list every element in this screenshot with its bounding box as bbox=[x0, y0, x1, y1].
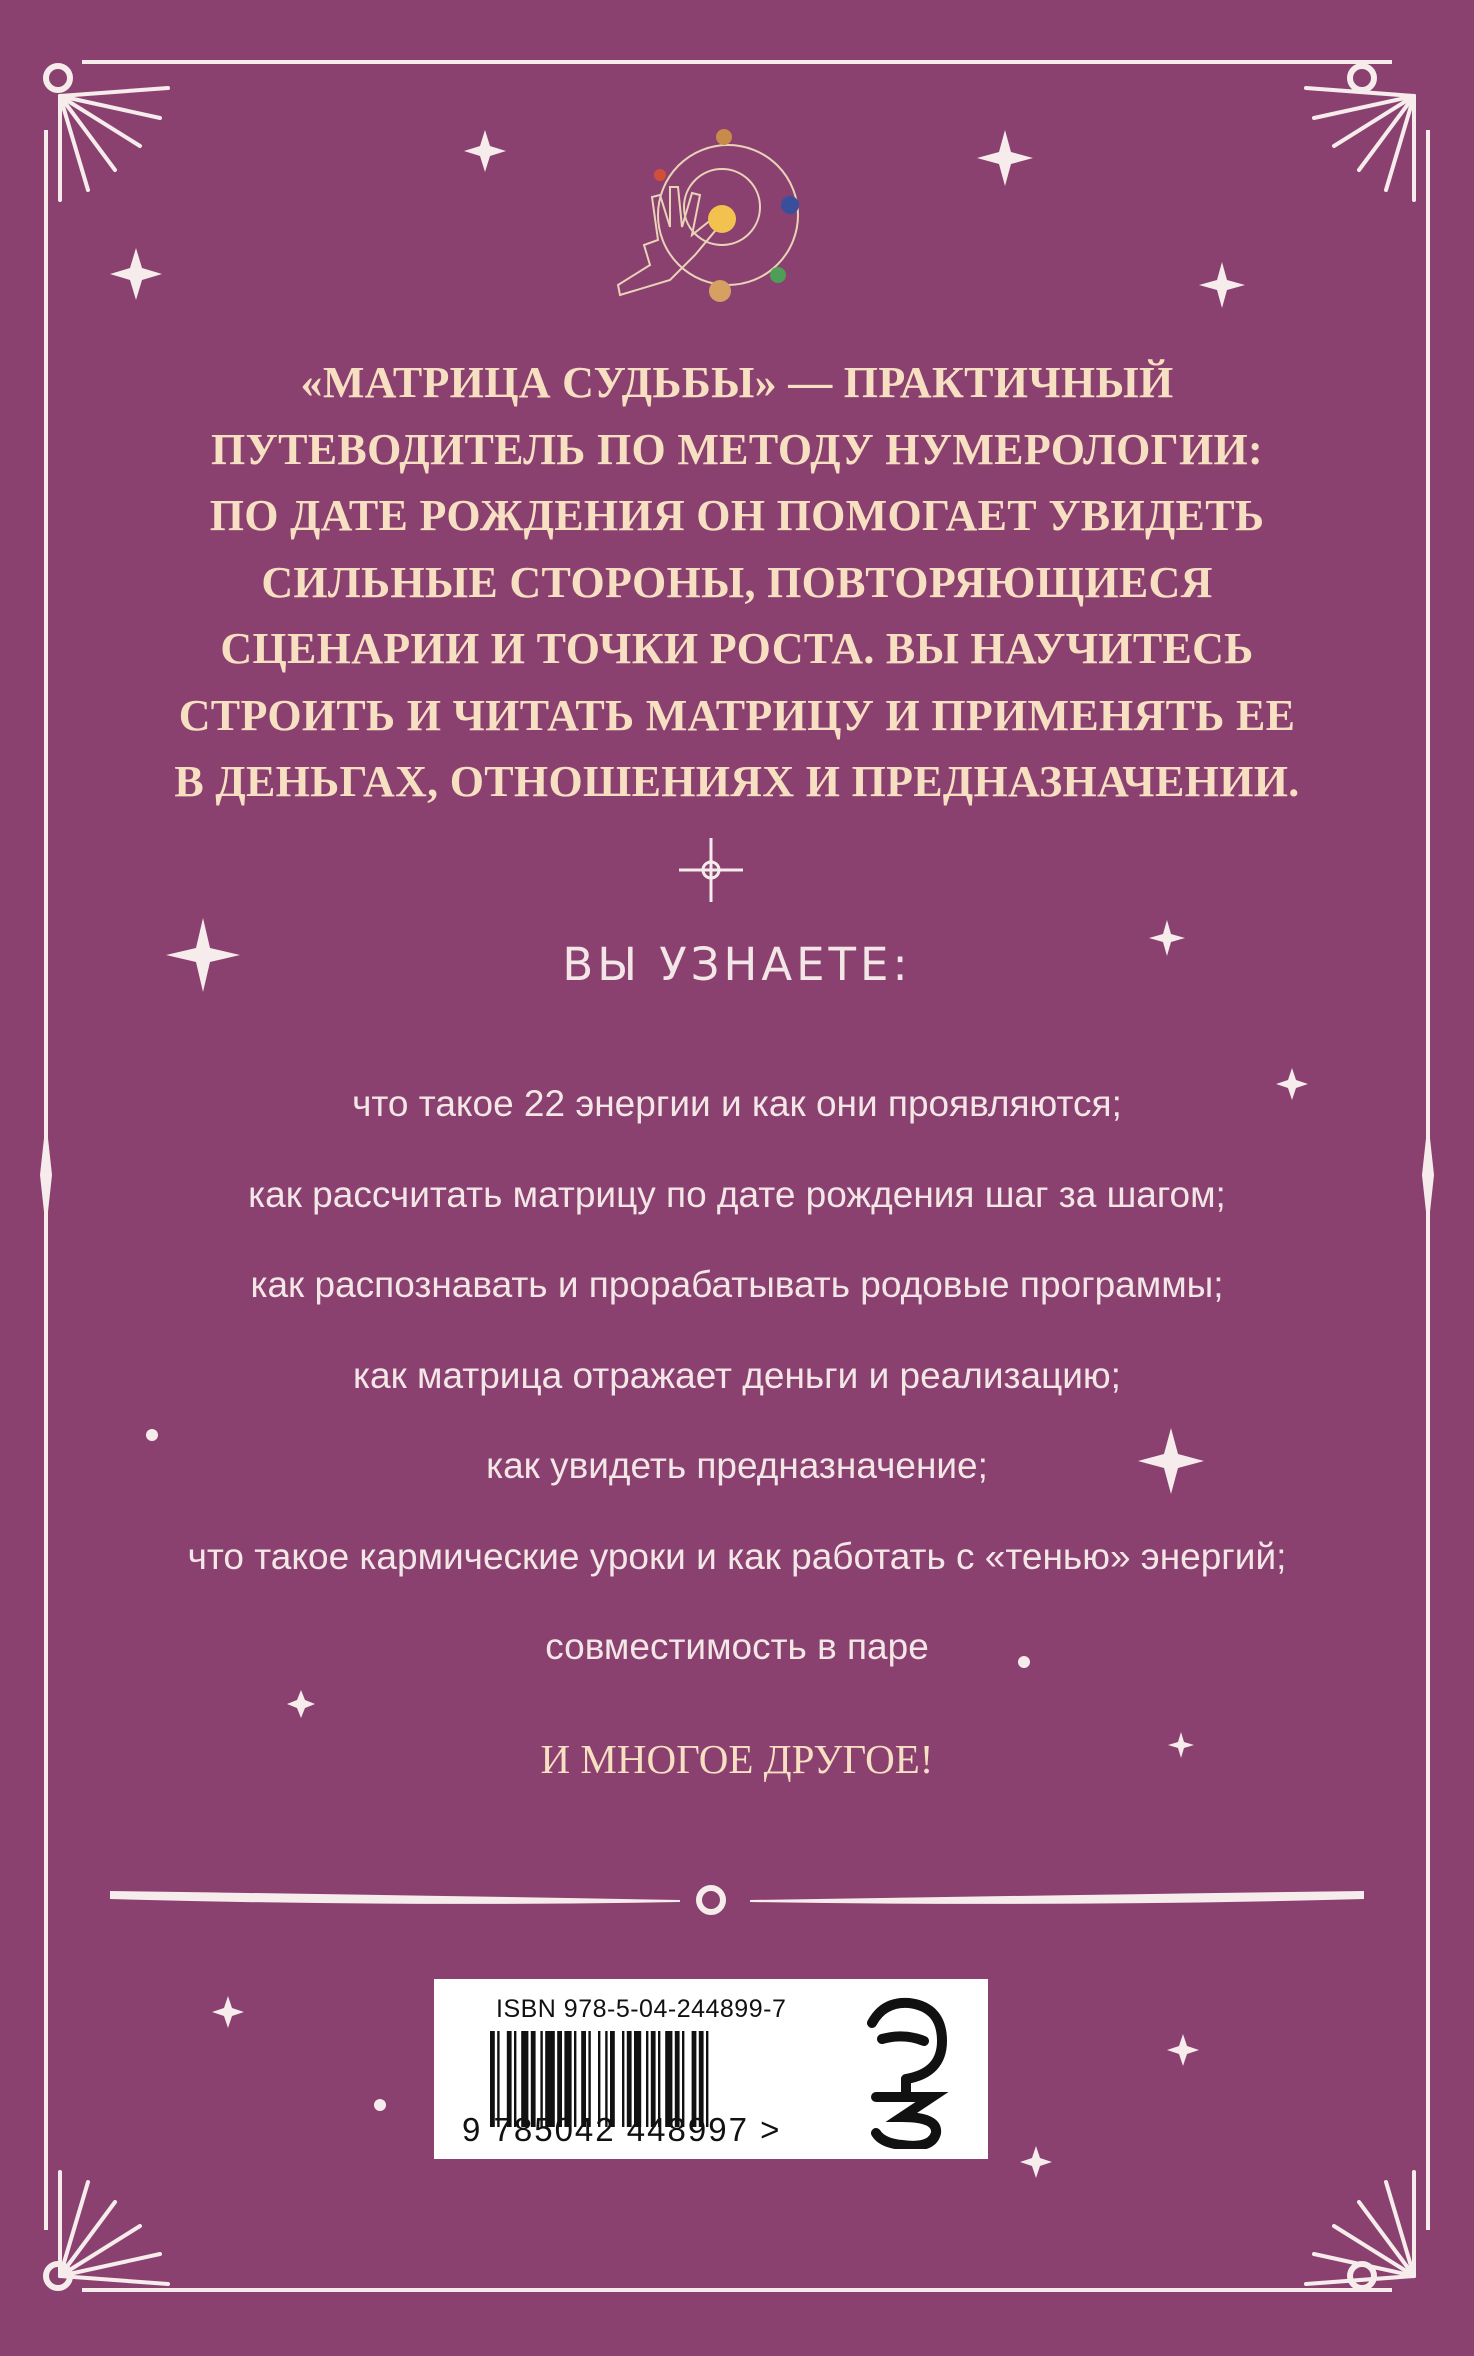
and-more-text: И МНОГОЕ ДРУГОЕ! bbox=[540, 1736, 934, 1782]
list-item: как матрица отражает деньги и реализацию; bbox=[353, 1354, 1121, 1396]
isbn-label: ISBN 978-5-04-244899-7 bbox=[496, 1995, 787, 2023]
list-item: что такое кармические уроки и как работать с «тенью» энергий; bbox=[187, 1535, 1287, 1577]
sparkle-star-icon bbox=[1020, 2146, 1052, 2178]
learn-list bbox=[80, 1078, 1394, 1712]
intro-line: ПО ДАТЕ РОЖДЕНИЯ ОН ПОМОГАЕТ УВИДЕТЬ bbox=[209, 491, 1265, 540]
learn-heading: ВЫ УЗНАЕТЕ: bbox=[562, 938, 912, 991]
sparkle-star-icon bbox=[1199, 262, 1245, 308]
intro-line: «МАТРИЦА СУДЬБЫ» — ПРАКТИЧНЫЙ bbox=[300, 358, 1174, 407]
intro-paragraph bbox=[110, 350, 1364, 816]
barcode-digits: 9 785042 448997 > bbox=[462, 2111, 782, 2148]
sparkle-star-icon bbox=[110, 248, 162, 300]
barcode-panel bbox=[434, 1979, 988, 2159]
intro-line: СИЛЬНЫЕ СТОРОНЫ, ПОВТОРЯЮЩИЕСЯ bbox=[261, 557, 1213, 607]
intro-line: СТРОИТЬ И ЧИТАТЬ МАТРИЦУ И ПРИМЕНЯТЬ ЕЕ bbox=[178, 690, 1296, 740]
list-item: как увидеть предназначение; bbox=[486, 1445, 988, 1486]
intro-line: СЦЕНАРИИ И ТОЧКИ РОСТА. ВЫ НАУЧИТЕСЬ bbox=[220, 624, 1254, 673]
sparkle-star-icon bbox=[977, 130, 1033, 186]
eksmo-logo-icon bbox=[854, 1993, 954, 2149]
list-item: совместимость в паре bbox=[545, 1626, 929, 1667]
intro-line: В ДЕНЬГАХ, ОТНОШЕНИЯХ И ПРЕДНАЗНАЧЕНИИ. bbox=[174, 757, 1300, 806]
list-item: как распознавать и прорабатывать родовые программы; bbox=[250, 1264, 1224, 1305]
intro-line: ПУТЕВОДИТЕЛЬ ПО МЕТОДУ НУМЕРОЛОГИИ: bbox=[211, 424, 1263, 474]
sparkle-star-icon bbox=[464, 130, 506, 172]
palm-solar-system-icon bbox=[600, 115, 810, 325]
list-item: как рассчитать матрицу по дате рождения шаг за шагом; bbox=[248, 1173, 1226, 1215]
sparkle-star-icon bbox=[212, 1996, 244, 2028]
list-item: что такое 22 энергии и как они проявляются; bbox=[352, 1083, 1122, 1124]
sparkle-star-icon bbox=[1167, 2034, 1199, 2066]
